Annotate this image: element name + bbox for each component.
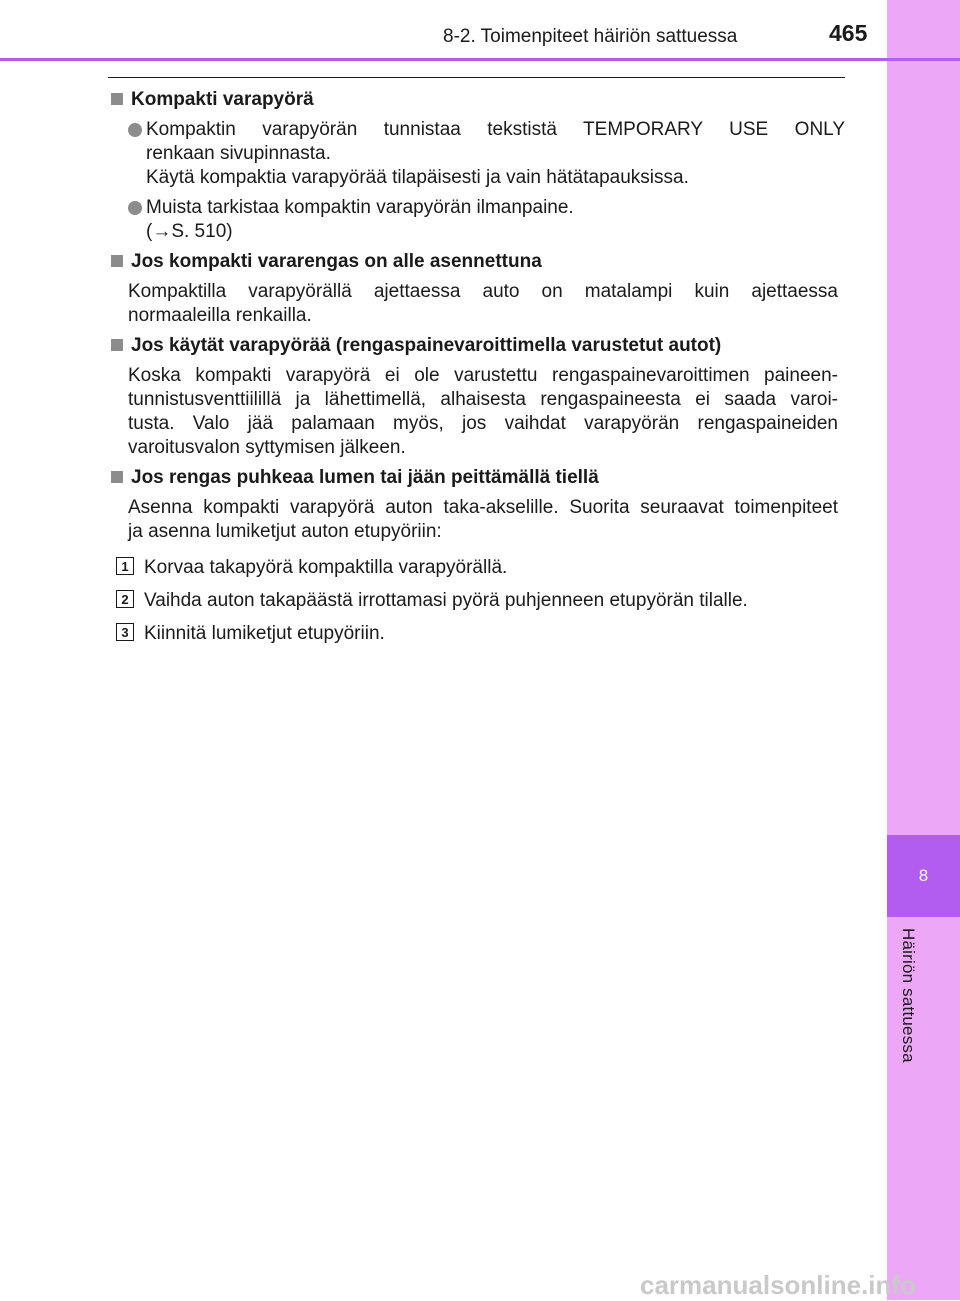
step-number: 1	[116, 557, 134, 575]
text-line: Asenna kompakti varapyörä auton taka-akselille. Suorita seuraavat toimenpiteet	[128, 497, 838, 518]
text-line: ja asenna lumiketjut auton etupyöriin:	[128, 521, 442, 542]
list-item	[128, 118, 845, 190]
circle-bullet-icon	[128, 123, 142, 137]
paragraph	[128, 364, 838, 460]
text-line: normaaleilla renkailla.	[128, 305, 312, 326]
step-text: Vaihda auton takapäästä irrottamasi pyörä puhjenneen etupyörän tilalle.	[144, 590, 748, 611]
square-bullet-icon	[111, 471, 123, 483]
circle-bullet-icon	[128, 201, 142, 215]
text-line: Muista tarkistaa kompaktin varapyörän ilmanpaine.	[146, 197, 574, 218]
square-bullet-icon	[111, 339, 123, 351]
paragraph	[128, 280, 838, 328]
step-item	[116, 556, 845, 580]
step-item	[116, 589, 845, 613]
page-content	[108, 88, 845, 655]
text-line: tusta. Valo jää palamaan myös, jos vaihdat varapyörän rengaspaineiden	[128, 413, 838, 434]
list-item	[128, 196, 845, 244]
text-line: Käytä kompaktia varapyörää tilapäisesti ja vain hätätapauksissa.	[146, 167, 689, 188]
text-line: varoitusvalon syttymisen jälkeen.	[128, 437, 406, 458]
section-heading: Kompakti varapyörä	[108, 88, 845, 112]
chapter-label: Häiriön sattuessa	[899, 928, 918, 1063]
text-line: Kompaktin varapyörän tunnistaa tekstistä TEMPORARY USE ONLY	[146, 119, 845, 140]
side-tab	[887, 0, 960, 1300]
square-bullet-icon	[111, 93, 123, 105]
step-number: 3	[116, 623, 134, 641]
section-heading: Jos rengas puhkeaa lumen tai jään peittämällä tiellä	[108, 466, 845, 490]
section-heading: Jos kompakti vararengas on alle asennettuna	[108, 250, 845, 274]
running-header-title: 8-2. Toimenpiteet häiriön sattuessa	[443, 26, 738, 47]
step-item	[116, 622, 845, 646]
content-top-rule	[108, 77, 845, 78]
header-divider	[0, 58, 960, 61]
text-line: Kompaktilla varapyörällä ajettaessa auto on matalampi kuin ajettaessa	[128, 281, 838, 302]
step-number: 2	[116, 590, 134, 608]
chapter-number-badge	[887, 835, 960, 917]
page-reference: (→S. 510)	[146, 221, 233, 242]
paragraph	[128, 496, 838, 544]
section-heading: Jos käytät varapyörää (rengaspainevaroittimella varustetut autot)	[108, 334, 845, 358]
page-number: 465	[829, 20, 868, 46]
watermark: carmanualsonline.info	[640, 1270, 916, 1300]
square-bullet-icon	[111, 255, 123, 267]
step-text: Kiinnitä lumiketjut etupyöriin.	[144, 623, 385, 644]
text-line: tunnistusventtiilillä ja lähettimellä, alhaisesta rengaspaineesta ei saada varoi-	[128, 389, 838, 410]
step-text: Korvaa takapyörä kompaktilla varapyörällä.	[144, 557, 508, 578]
text-line: Koska kompakti varapyörä ei ole varustettu rengaspainevaroittimen paineen-	[128, 365, 838, 386]
text-line: renkaan sivupinnasta.	[146, 143, 331, 164]
chapter-number: 8	[918, 866, 929, 885]
